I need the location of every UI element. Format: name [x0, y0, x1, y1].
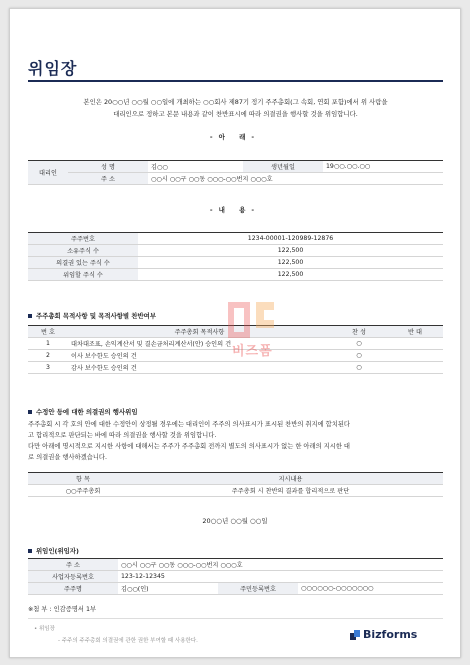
owned-shares-value: 122,500: [138, 245, 443, 257]
agenda-col-for: 찬 성: [331, 326, 387, 338]
bizno-value: 123-12-12345: [118, 571, 443, 583]
delegator-table: [28, 558, 443, 595]
intro-line-1: 본인은 20○○년 ○○월 ○○일에 개최하는 ○○회사 제87기 정기 주주총회(그 속회, 연회 포함)에서 위 사람을: [83, 98, 388, 106]
instr-row-item: ○○주주총회: [28, 485, 138, 497]
bullet-square-icon: [28, 549, 32, 553]
attachment-note: ※첨 부 : 인감증명서 1부: [28, 606, 97, 613]
agenda-heading-text: 주주총회 목적사항 및 목적사항별 찬반여부: [36, 312, 157, 320]
owned-shares-label: 소유주식 수: [28, 245, 138, 257]
agenda-row-3-for[interactable]: ○: [331, 362, 387, 374]
delegated-shares-label: 위임할 주식 수: [28, 269, 138, 281]
intro-line-2: 대리인으로 정하고 본문 내용과 같이 찬반표시에 따라 의결권을 행사할 것을 위임합니다.: [113, 110, 358, 118]
bizforms-logo-icon: [350, 630, 360, 640]
agenda-row-2-no: 2: [28, 350, 68, 362]
footer-description: - 주주의 주주총회 의결권에 관한 권한 부여할 때 사용한다.: [58, 638, 198, 644]
instr-row-content: 주주총회 시 찬반의 결과를 합리적으로 판단: [138, 485, 443, 497]
shares-table: [28, 232, 443, 281]
watermark-text: 비즈폼: [232, 344, 273, 359]
agent-label: 대리인: [28, 161, 68, 185]
agenda-row-1-no: 1: [28, 338, 68, 350]
agenda-col-no: 번 호: [28, 326, 68, 338]
voting-shares-label: 의결권 있는 주식 수: [28, 257, 138, 269]
bizno-label: 사업자등록번호: [28, 571, 118, 583]
below-label: -아 래-: [209, 133, 261, 141]
amend-line-4: 로 의결권을 행사하겠습니다.: [28, 454, 107, 461]
agenda-row-1-for[interactable]: ○: [331, 338, 387, 350]
instr-col-item: 항 목: [28, 473, 138, 485]
agenda-row-1-item: 대차대조표, 손익계산서 및 결손금처리계산서(안) 승인의 건: [68, 338, 331, 350]
agenda-row-2-item: 이사 보수한도 승인의 건: [68, 350, 331, 362]
content-label: -내 용-: [209, 206, 261, 214]
shareholder-no-label: 주주번호: [28, 233, 138, 245]
bizforms-logo: [350, 628, 417, 641]
rrn-label: 주민등록번호: [218, 583, 298, 595]
name-label: 성 명: [68, 161, 148, 173]
agenda-row-3-item: 감사 보수한도 승인의 건: [68, 362, 331, 374]
delegator-heading: [28, 546, 79, 555]
document-title: 위임장: [28, 59, 78, 78]
delegator-heading-text: 위임인(위임자): [36, 547, 79, 555]
delegator-address-value: ○○시 ○○구 ○○동 ○○○-○○번지 ○○○호: [118, 559, 443, 571]
name-value: 김○○: [148, 161, 243, 173]
birth-value: 19○○.○○.○○: [323, 161, 443, 173]
instr-col-content: 지시내용: [138, 473, 443, 485]
amend-line-2: 고 합리적으로 판단되는 바에 따라 의결권을 행사할 것을 위임합니다.: [28, 432, 217, 439]
document-date: 20○○년 ○○월 ○○일: [202, 517, 268, 525]
holder-label: 주주명: [28, 583, 118, 595]
agenda-row-2-for[interactable]: ○: [331, 350, 387, 362]
shareholder-no-value: 1234-00001-120989-12876: [138, 233, 443, 245]
footer-title: • 위임장: [34, 626, 55, 632]
bullet-square-icon: [28, 410, 32, 414]
voting-shares-value: 122,500: [138, 257, 443, 269]
amend-line-3: 다만 아래에 명시적으로 지시한 사항에 대해서는 주주가 주주총회 전까지 별도의 의사표시가 없는 한 아래의 지시한 대: [28, 443, 350, 450]
intro-text: [28, 96, 443, 120]
birth-label: 생년월일: [243, 161, 323, 173]
agenda-row-3-against[interactable]: [387, 362, 443, 374]
holder-value: 김○○(인): [118, 583, 218, 595]
address-label: 주 소: [68, 173, 148, 185]
title-underline: [28, 80, 443, 82]
amend-heading: [28, 407, 138, 416]
agent-table: [28, 160, 443, 185]
amend-heading-text: 수정안 등에 대한 의결권의 행사위임: [36, 408, 138, 416]
agenda-row-1-against[interactable]: [387, 338, 443, 350]
delegated-shares-value: 122,500: [138, 269, 443, 281]
agenda-col-item: 주주총회 목적사항: [68, 326, 331, 338]
footer-divider: [28, 618, 443, 619]
rrn-value: ○○○○○○-○○○○○○○: [298, 583, 443, 595]
agenda-col-against: 반 대: [387, 326, 443, 338]
agenda-row-3-no: 3: [28, 362, 68, 374]
instruction-table: [28, 472, 443, 497]
amend-paragraph: [28, 419, 443, 463]
delegator-address-label: 주 소: [28, 559, 118, 571]
amend-line-1: 주주총회 시 각 호의 안에 대한 수정안이 상정될 경우에는 대리인이 주주의 의사표시가 표시된 찬반의 취지에 합치된다: [28, 421, 350, 428]
address-value: ○○시 ○○구 ○○동 ○○○-○○번지 ○○○호: [148, 173, 443, 185]
brand-name: Bizforms: [363, 628, 418, 641]
agenda-heading: [28, 311, 156, 320]
bullet-square-icon: [28, 314, 32, 318]
agenda-row-2-against[interactable]: [387, 350, 443, 362]
